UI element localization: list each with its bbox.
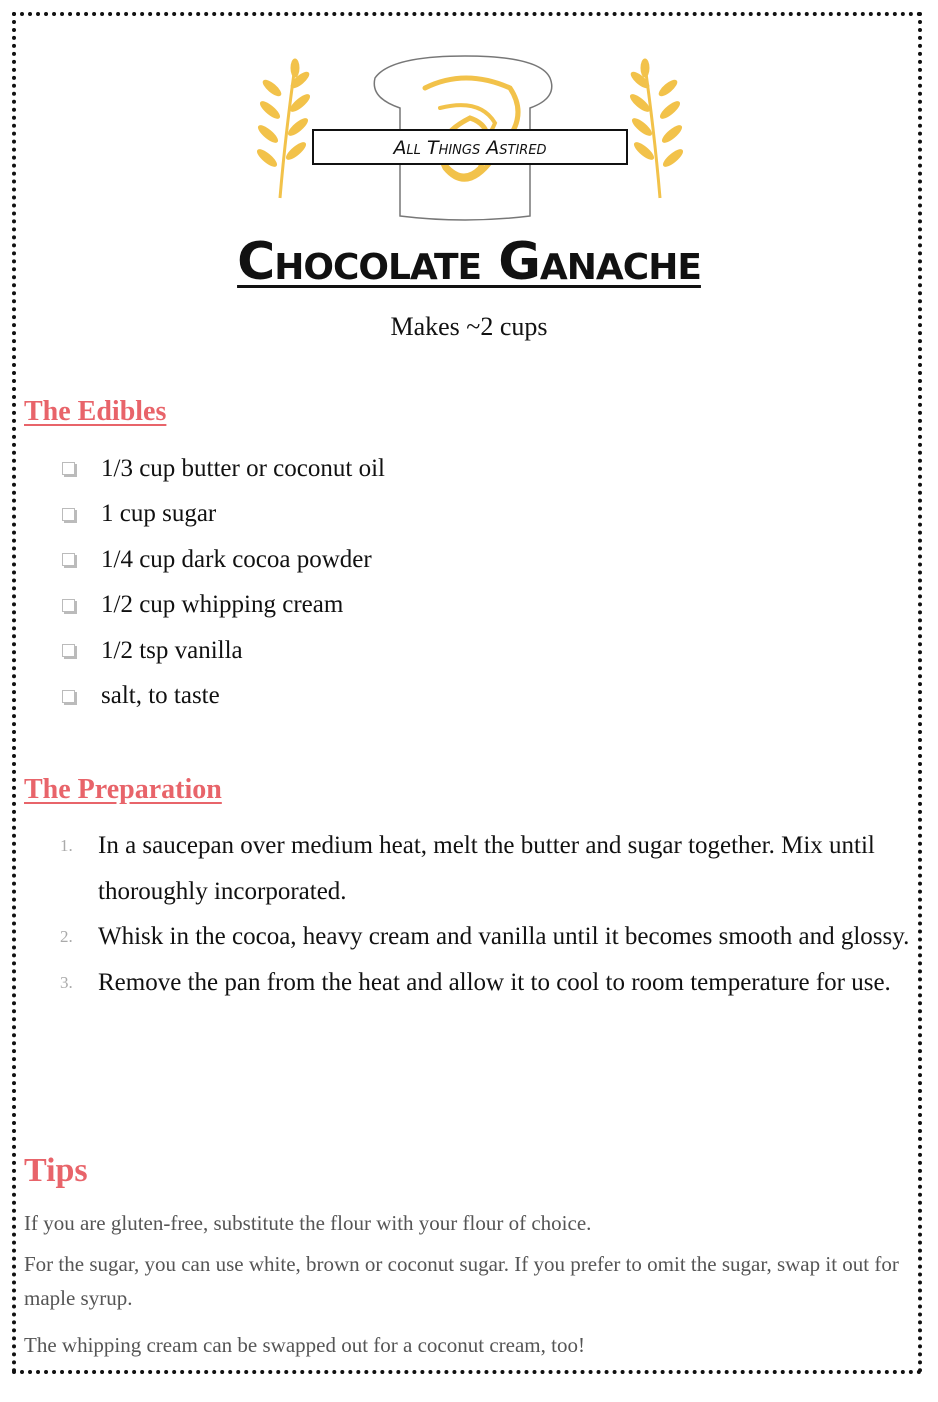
checkbox-icon[interactable] bbox=[62, 462, 75, 475]
logo-text: All Things Astired bbox=[393, 137, 547, 159]
list-item: 1/3 cup butter or coconut oil bbox=[60, 446, 385, 492]
tip-text: If you are gluten-free, substitute the flour with your flour of choice. bbox=[24, 1211, 592, 1235]
preparation-heading: The Preparation bbox=[24, 774, 222, 805]
recipe-title: Chocolate Ganache bbox=[237, 232, 701, 292]
checkbox-icon[interactable] bbox=[62, 599, 75, 612]
list-item: 1/2 cup whipping cream bbox=[60, 583, 385, 629]
logo bbox=[240, 48, 700, 228]
list-item: 1 cup sugar bbox=[60, 492, 385, 538]
checkbox-icon[interactable] bbox=[62, 508, 75, 521]
list-item: 1/4 cup dark cocoa powder bbox=[60, 537, 385, 583]
checkbox-icon[interactable] bbox=[62, 644, 75, 657]
recipe-yield: Makes ~2 cups bbox=[390, 312, 548, 341]
checkbox-icon[interactable] bbox=[62, 690, 75, 703]
list-item: 1/2 tsp vanilla bbox=[60, 628, 385, 674]
preparation-steps bbox=[60, 823, 910, 1005]
left-wheat-icon bbox=[255, 59, 312, 198]
tips-heading: Tips bbox=[24, 1152, 88, 1189]
ingredient-list bbox=[60, 446, 385, 719]
right-wheat-icon bbox=[628, 59, 685, 198]
checkbox-icon[interactable] bbox=[62, 553, 75, 566]
list-item: 3. Remove the pan from the heat and allow it to cool to room temperature for use. bbox=[60, 968, 891, 996]
list-item: 1. In a saucepan over medium heat, melt the butter and sugar together. Mix until thoroughly incorporated. bbox=[60, 832, 875, 905]
tip-text: For the sugar, you can use white, brown or coconut sugar. If you prefer to omit the sugar, swap it out for maple syrup. bbox=[24, 1252, 899, 1310]
tip-text: The whipping cream can be swapped out for a coconut cream, too! bbox=[24, 1333, 585, 1357]
list-item: 2. Whisk in the cocoa, heavy cream and vanilla until it becomes smooth and glossy. bbox=[60, 923, 910, 950]
list-item: salt, to taste bbox=[60, 674, 385, 720]
edibles-heading: The Edibles bbox=[24, 396, 167, 427]
